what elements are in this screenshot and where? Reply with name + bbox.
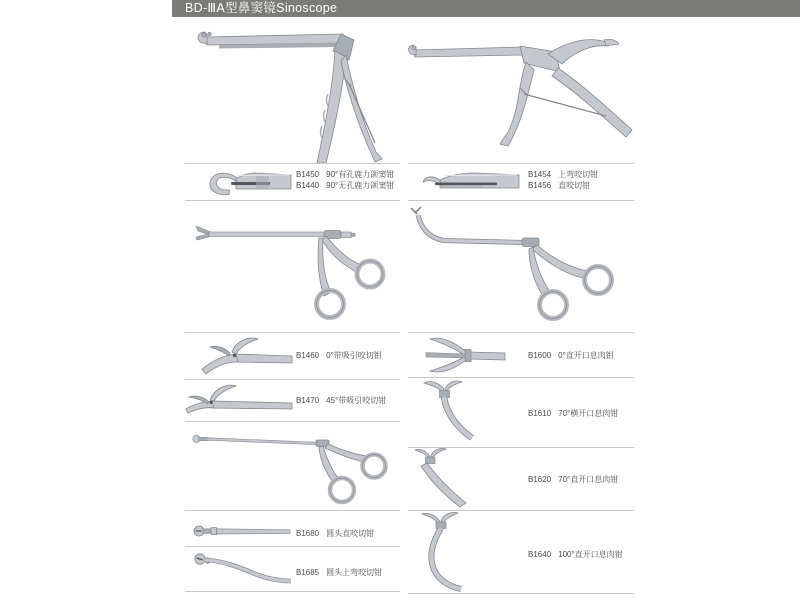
ring-forceps-curved-photo (405, 207, 635, 333)
separator (408, 332, 634, 333)
b1450-tip-illustration (198, 166, 292, 198)
product-code: B1600 (528, 351, 552, 360)
product-code: B1470 (296, 396, 320, 405)
page-title-bar (172, 0, 800, 17)
product-code: B1620 (528, 475, 552, 484)
product-label-b1456 (528, 180, 590, 191)
separator (408, 447, 634, 448)
b1685-tip-illustration (192, 551, 292, 585)
product-code: B1640 (528, 550, 552, 559)
product-label-b1685 (296, 567, 382, 578)
separator (185, 332, 400, 333)
separator (408, 377, 634, 378)
product-label-b1680 (296, 528, 374, 539)
product-label-b1610 (528, 408, 618, 419)
b1680-tip-illustration (192, 522, 292, 540)
separator (185, 591, 400, 592)
product-code: B1456 (528, 181, 552, 190)
product-code: B1685 (296, 568, 320, 577)
product-desc: 直咬切钳 (558, 181, 591, 190)
product-label-b1640 (528, 549, 623, 560)
product-desc: 100°直开口息肉钳 (558, 550, 623, 559)
product-label-b1450 (296, 169, 394, 180)
product-label-b1470 (296, 395, 386, 406)
product-label-b1620 (528, 474, 618, 485)
antrum-punch-90-photo (195, 24, 405, 164)
product-label-b1454 (528, 169, 598, 180)
b1600-tip-illustration (420, 336, 505, 374)
separator (185, 200, 400, 201)
ring-forceps-straight-photo (193, 210, 403, 332)
product-desc: 圆头上弯咬切钳 (326, 568, 383, 577)
product-code: B1460 (296, 351, 320, 360)
separator (185, 510, 400, 511)
product-label-b1600 (528, 350, 614, 361)
product-code: B1610 (528, 409, 552, 418)
product-label-b1460 (296, 350, 382, 361)
separator (185, 546, 400, 547)
product-code: B1440 (296, 181, 320, 190)
product-desc: 90°无孔鹿力颌窦钳 (326, 181, 395, 190)
product-desc: 70°直开口息肉钳 (558, 475, 619, 484)
separator (408, 510, 634, 511)
b1620-tip-illustration (416, 450, 478, 508)
product-code: B1454 (528, 170, 552, 179)
product-desc: 45°带吸引咬切钳 (326, 396, 387, 405)
separator (185, 379, 400, 380)
round-head-forceps-photo (190, 428, 400, 508)
antrum-punch-angled-photo (408, 30, 640, 150)
separator (408, 200, 634, 201)
separator (408, 593, 634, 594)
b1460-tip-illustration (186, 337, 292, 377)
product-label-b1440 (296, 180, 394, 191)
b1454-tip-illustration (420, 167, 520, 197)
b1610-tip-illustration (420, 381, 490, 445)
separator (185, 421, 400, 422)
b1640-tip-illustration (420, 513, 478, 592)
product-desc: 90°有孔鹿力颌窦钳 (326, 170, 395, 179)
b1470-tip-illustration (184, 383, 292, 417)
product-desc: 0°带吸引咬切钳 (326, 351, 382, 360)
page-title: BD-ⅢA型鼻窦镜Sinoscope (185, 1, 338, 15)
product-desc: 70°横开口息肉钳 (558, 409, 619, 418)
product-code: B1450 (296, 170, 320, 179)
product-desc: 0°直开口息肉钳 (558, 351, 614, 360)
product-code: B1680 (296, 529, 320, 538)
product-desc: 上弯咬切钳 (558, 170, 599, 179)
product-desc: 圆头直咬切钳 (326, 529, 375, 538)
separator (185, 163, 400, 164)
separator (408, 163, 634, 164)
